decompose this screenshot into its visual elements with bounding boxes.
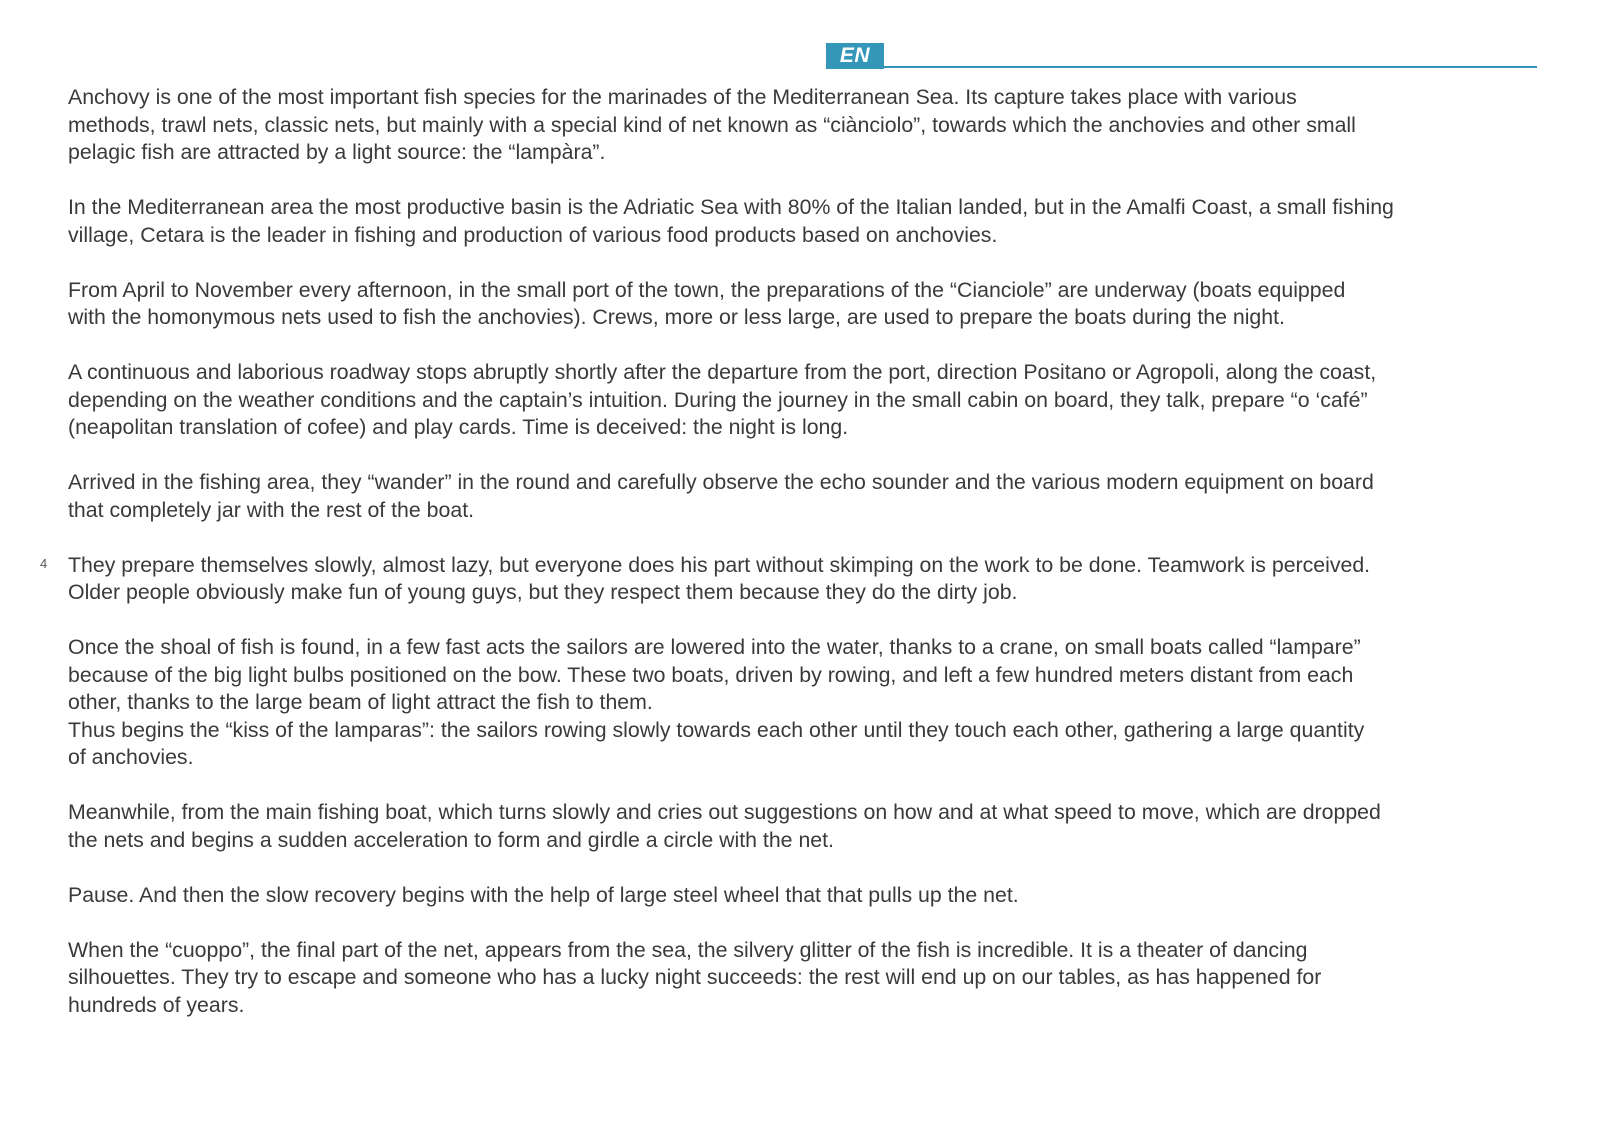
text-line: Pause. And then the slow recovery begins with the help of large steel wheel that that pulls up the net. <box>68 882 1019 907</box>
paragraph <box>68 634 1548 772</box>
text-line: with the homonymous nets used to fish the anchovies). Crews, more or less large, are used to prepare the boats during the night. <box>68 305 1285 329</box>
text-line: because of the big light bulbs positioned on the bow. These two boats, driven by rowing, and left a few hundred meters distant from each <box>68 662 1354 687</box>
language-tag: EN <box>826 43 884 69</box>
text-line: From April to November every afternoon, in the small port of the town, the preparations of the “Cianciole” are underway (boats equipped <box>68 277 1346 302</box>
text-line: silhouettes. They try to escape and someone who has a lucky night succeeds: the rest will end up on our tables, as has happened for <box>68 965 1322 989</box>
text-line: methods, trawl nets, classic nets, but mainly with a special kind of net known as “ciànciolo”, towards which the anchovies and other small <box>68 112 1356 137</box>
text-line: of anchovies. <box>68 745 194 769</box>
text-line: the nets and begins a sudden acceleration to form and girdle a circle with the net. <box>68 827 834 852</box>
text-line: They prepare themselves slowly, almost lazy, but everyone does his part without skimping on the work to be done. Teamwork is perceived. <box>68 552 1371 577</box>
text-line: (neapolitan translation of cofee) and play cards. Time is deceived: the night is long. <box>68 415 849 439</box>
text-line: hundreds of years. <box>68 992 245 1017</box>
paragraph <box>68 937 1548 1020</box>
text-line: Once the shoal of fish is found, in a few fast acts the sailors are lowered into the water, thanks to a crane, on small boats called “lampare” <box>68 635 1361 659</box>
paragraph <box>68 359 1548 442</box>
text-line: Meanwhile, from the main fishing boat, which turns slowly and cries out suggestions on how and at what speed to move, which are dropped <box>68 800 1381 824</box>
paragraph <box>68 469 1548 524</box>
text-line: When the “cuoppo”, the final part of the net, appears from the sea, the silvery glitter of the fish is incredible. It is a theater of dancing <box>68 937 1308 962</box>
paragraph <box>68 277 1548 332</box>
paragraph <box>68 194 1548 249</box>
paragraph <box>68 799 1548 854</box>
text-line: Anchovy is one of the most important fish species for the marinades of the Mediterranean Sea. Its capture takes place with various <box>68 85 1297 109</box>
text-line: Thus begins the “kiss of the lamparas”: the sailors rowing slowly towards each other until they touch each other, gathering a large quantity <box>68 717 1365 742</box>
text-line: depending on the weather conditions and the captain’s intuition. During the journey in the small cabin on board, they talk, prepare “o ‘café” <box>68 387 1368 412</box>
body-text <box>68 84 1548 1047</box>
page-number: 4 <box>40 556 48 571</box>
paragraph <box>68 84 1548 167</box>
text-line: that completely jar with the rest of the boat. <box>68 497 475 522</box>
paragraph <box>68 882 1548 910</box>
paragraph <box>68 552 1548 607</box>
text-line: A continuous and laborious roadway stops abruptly shortly after the departure from the port, direction Positano or Agropoli, along the coast, <box>68 360 1377 384</box>
header-rule <box>884 66 1537 68</box>
text-line: pelagic fish are attracted by a light source: the “lampàra”. <box>68 140 606 164</box>
text-line: Older people obviously make fun of young guys, but they respect them because they do the dirty job. <box>68 580 1018 604</box>
text-line: In the Mediterranean area the most productive basin is the Adriatic Sea with 80% of the Italian landed, but in the Amalfi Coast, a small fishing <box>68 195 1394 219</box>
text-line: village, Cetara is the leader in fishing and production of various food products based on anchovies. <box>68 222 998 247</box>
text-line: other, thanks to the large beam of light attract the fish to them. <box>68 690 653 714</box>
text-line: Arrived in the fishing area, they “wander” in the round and carefully observe the echo sounder and the various modern equipment on board <box>68 470 1374 494</box>
